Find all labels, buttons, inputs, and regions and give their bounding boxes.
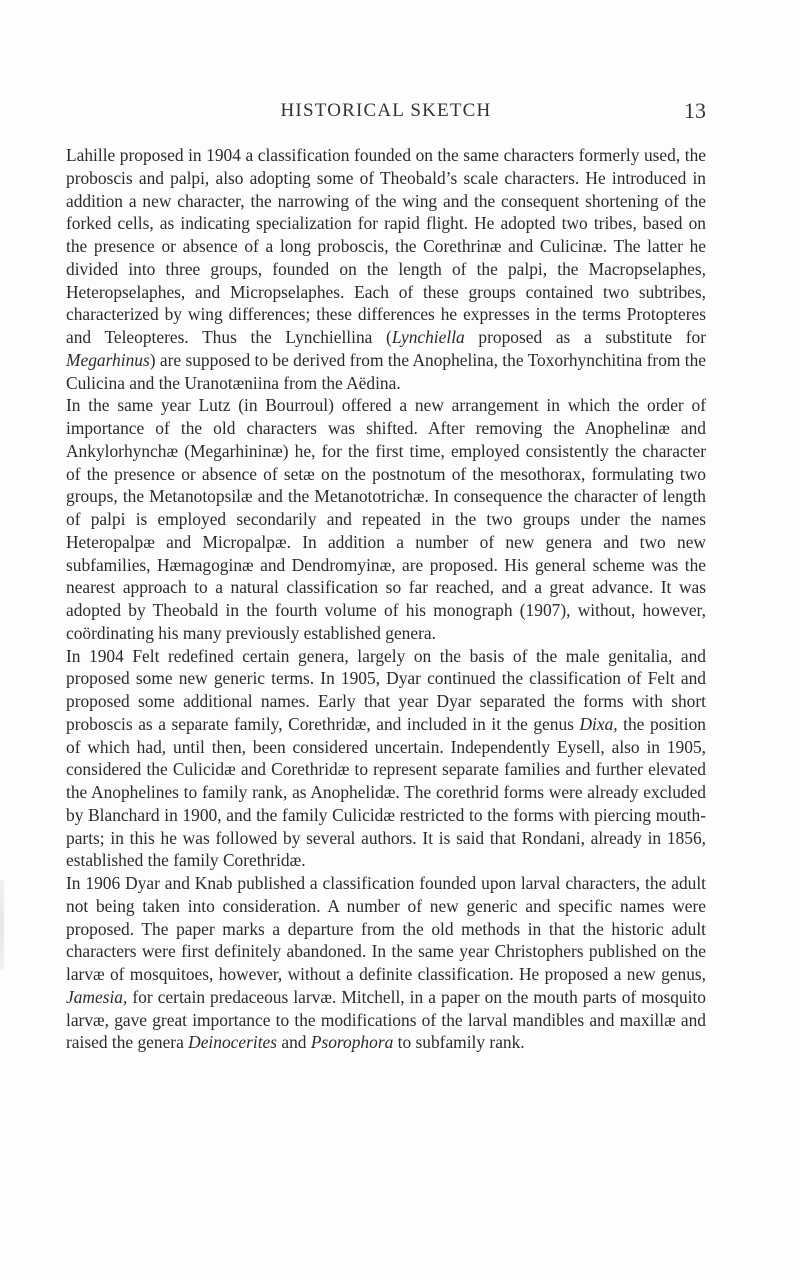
text-run: In the same year Lutz (in Bourroul) offered a new arrangement in which the order of importance of the old characters was shifted. After removing the Anophelinæ and Ankylorhynchæ (Megarhininæ) he, for the first time, employed consistently the character of the presence or absence of setæ on the postnotum of the mesothorax, formulating two groups, the Metanotopsilæ and the Metanototrichæ. In consequence the character of length of palpi is employed secondarily and repeated in the two groups under the names Heteropalpæ and Micropalpæ. In addition a number of new genera and two new subfamilies, Hæmagoginæ and Dendromyinæ, are proposed. His general scheme was the nearest approach to a natural classification so far reached, and a great advance. It was adopted by Theobald in the fourth volume of his monograph (1907), without, however, coördinating his many previously established genera. (66, 395, 706, 643)
body-text (66, 144, 706, 1054)
page-edge-shadow (0, 880, 4, 970)
italic-term: Dixa, (579, 713, 618, 734)
paragraph (66, 645, 706, 873)
text-run: for certain predaceous larvæ. Mitchell, in a paper on the mouth parts of mosquito larvæ, gave great importance to the modifications of the larval mandibles and maxillæ and raised the genera (66, 986, 706, 1053)
italic-term: Lynchiella (391, 327, 465, 347)
paragraph (66, 144, 706, 394)
text-run: Lahille proposed in 1904 a classification founded on the same characters formerly used, the proboscis and palpi, also adopting some of Theobald’s scale characters. He introduced in addition a new character, the narrowing of the wing and the consequent shortening of the forked cells, as indicating specialization for rapid flight. He adopted two tribes, based on the presence or absence of a long proboscis, the Corethrinæ and Culicinæ. The latter he divided into three groups, founded on the length of the palpi, the Macropselaphes, Heteropselaphes, and Micropselaphes. Each of these groups contained two subtribes, characterized by wing differences; these differences he expresses in the terms Protopteres and Teleopteres. Thus the Lynchiellina ( (66, 145, 706, 347)
text-run: the position of which had, until then, been considered uncertain. Independently Eysell, also in 1905, considered the Culicidæ and Corethridæ to represent separate families and further elevated the Anophelines to family rank, as Anophelidæ. The corethrid forms were already excluded by Blanchard in 1900, and the family Culicidæ restricted to the forms with piercing mouth-parts; in this he was followed by several authors. It is said that Rondani, already in 1856, established the family Corethridæ. (66, 713, 706, 871)
page-number: 13 (684, 98, 706, 123)
running-header (66, 100, 706, 130)
italic-term: Jamesia, (66, 986, 128, 1007)
text-run: ) are supposed to be derived from the Anophelina, the Toxorhynchitina from the Culicina and the Uranotæniina from the Aëdina. (66, 349, 707, 393)
text-run: proposed as a substitute for (464, 327, 706, 347)
paragraph (66, 394, 706, 644)
text-run: In 1904 Felt redefined certain genera, largely on the basis of the male genitalia, and proposed some new generic terms. In 1905, Dyar continued the classification of Felt and proposed some additional names. Early that year Dyar separated the forms with short proboscis as a separate family, Corethridæ, and included in it the genus (66, 645, 706, 734)
paragraph (66, 872, 706, 1054)
chapter-title: HISTORICAL SKETCH (280, 100, 492, 121)
text-run: to subfamily rank. (393, 1032, 525, 1053)
italic-term: Megarhinus (66, 349, 150, 370)
text-run: In 1906 Dyar and Knab published a classification founded upon larval characters, the adult not being taken into consideration. A number of new generic and specific names were proposed. The paper marks a departure from the old methods in that the historic adult characters were first definitely abandoned. In the same year Christophers published on the larvæ of mosquitoes, however, without a definite classification. He proposed a new genus, (66, 873, 706, 984)
italic-term: Deinocerites (188, 1032, 278, 1053)
text-run: and (277, 1032, 311, 1053)
italic-term: Psorophora (310, 1032, 394, 1053)
